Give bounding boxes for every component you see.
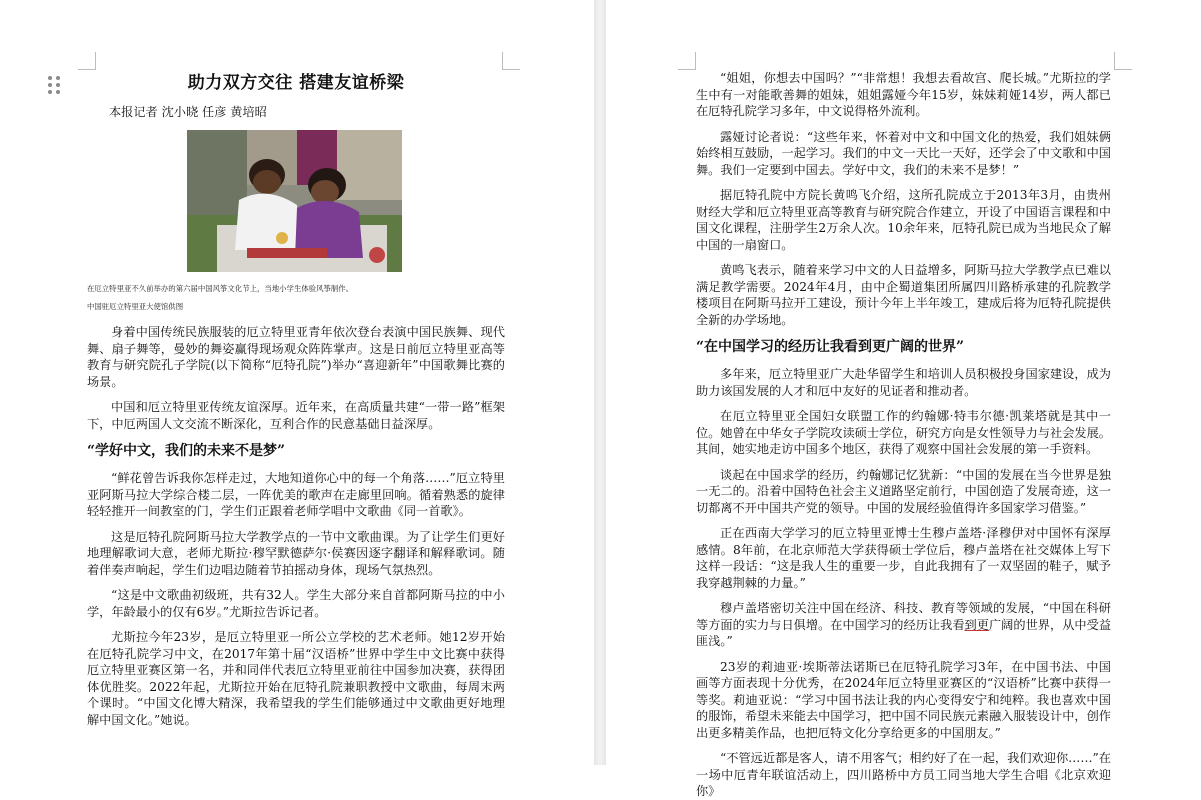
section-heading: “在中国学习的经历让我看到更广阔的世界”: [696, 339, 965, 355]
page-gutter: [594, 0, 606, 765]
photo-credit: 中国驻厄立特里亚大使馆供图: [87, 302, 184, 311]
body-paragraph: “这是中文歌曲初级班，共有32人。学生大部分来自首都阿斯马拉的中小学，年龄最小的仅有6岁。”尤斯拉告诉记者。: [87, 588, 505, 619]
page-corner-mark: [1114, 52, 1132, 70]
body-paragraph: 谈起在中国求学的经历，约翰娜记忆犹新：“中国的发展在当今世界是独一无二的。沿着中国特色社会主义道路坚定前行，中国创造了发展奇迹，这一切都离不开中国共产党的领导。中国的发展经验值得许多国家学习借鉴。”: [696, 467, 1111, 515]
body-paragraph: 尤斯拉今年23岁，是厄立特里亚一所公立学校的艺术老师。她12岁开始在厄特孔院学习中文，在2017年第十届“汉语桥”世界中学生中文比赛中获得厄立特里亚赛区第一名，并和同伴代表厄立特里亚前往中国参加决赛，获得团体优胜奖。2022年起，尤斯拉开始在厄特孔院兼职教授中文歌曲，每周末两个课时。“中国文化博大精深，我希望我的学生们能够通过中文歌曲更好地理解中国文化。”她说。: [87, 630, 505, 727]
body-paragraph: 黄鸣飞表示，随着来学习中文的人日益增多，阿斯马拉大学教学点已难以满足教学需要。2024年4月，由中企蜀道集团所属四川路桥承建的孔院教学楼项目在阿斯马拉开工建设，预计今年上半年竣工，建成后将为厄特孔院提供全新的办学场地。: [696, 263, 1111, 327]
page-corner-mark: [678, 52, 696, 70]
body-paragraph: 露娅讨论者说：“这些年来，怀着对中文和中国文化的热爱，我们姐妹俩始终相互鼓励，一起学习。我们的中文一天比一天好，还学会了中文歌和中国舞。我们一定要到中国去。学好中文，我们的未来不是梦！”: [696, 129, 1111, 177]
body-paragraph: 多年来，厄立特里亚广大赴华留学生和培训人员积极投身国家建设，成为助力该国发展的人才和厄中友好的见证者和推动者。: [696, 367, 1111, 398]
article-photo[interactable]: [187, 130, 402, 272]
body-paragraph: 这是厄特孔院阿斯马拉大学教学点的一节中文歌曲课。为了让学生们更好地理解歌词大意，老师尤斯拉·穆罕默德萨尔·侯赛因逐字翻译和解释歌词。随着伴奏声响起，学生们边唱边随着节拍摇动身体，现场气氛热烈。: [87, 529, 505, 577]
body-paragraph: 中国和厄立特里亚传统友谊深厚。近年来，在高质量共建“一带一路”框架下，中厄两国人文交流不断深化，互利合作的民意基础日益深厚。: [87, 400, 505, 431]
byline: 本报记者 沈小晓 任彦 黄培昭: [109, 105, 267, 119]
document-page-right: [606, 0, 1201, 798]
photo-caption: 在厄立特里亚不久前举办的第六届中国风筝文化节上，当地小学生体验风筝制作。: [87, 284, 354, 293]
document-page-left: [0, 0, 594, 765]
paragraph-text: 穆卢盖塔密切关注中国在经济、科技、教育等领域的发展，“中国在科研等方面的实力与日俱增。在中国学习的经历让我看: [696, 601, 1111, 632]
section-heading: “学好中文，我们的未来不是梦”: [87, 443, 286, 459]
body-paragraph: 据厄特孔院中方院长黄鸣飞介绍，这所孔院成立于2013年3月，由贵州财经大学和厄立特里亚高等教育与研究院合作建立，开设了中国语言课程和中国文化课程，注册学生2万余人次。10余年来，厄特孔院已成为当地民众了解中国的一扇窗口。: [696, 188, 1111, 252]
page-corner-mark: [502, 52, 520, 70]
body-paragraph: “姐姐，你想去中国吗？”“非常想！我想去看故宫、爬长城。”尤斯拉的学生中有一对能歌善舞的姐妹，姐姐露娅今年15岁，妹妹莉娅14岁，两人都已在厄特孔院学习多年，中文说得格外流利。: [696, 71, 1111, 118]
body-paragraph: 正在西南大学学习的厄立特里亚博士生穆卢盖塔·泽穆伊对中国怀有深厚感情。8年前，在北京师范大学获得硕士学位后，穆卢盖塔在社交媒体上写下这样一段话：“这是我人生的重要一步，自此我拥有了一双坚固的鞋子，赋予我穿越荆棘的力量。”: [696, 526, 1111, 590]
body-paragraph: “鲜花曾告诉我你怎样走过，大地知道你心中的每一个角落……”厄立特里亚阿斯马拉大学综合楼二层，一阵优美的歌声在走廊里回响。循着熟悉的旋律轻轻推开一间教室的门，学生们正跟着老师学唱中文歌曲《同一首歌》。: [87, 471, 505, 518]
body-paragraph: 身着中国传统民族服装的厄立特里亚青年依次登台表演中国民族舞、现代舞、扇子舞等，曼妙的舞姿赢得现场观众阵阵掌声。这是日前厄立特里亚高等教育与研究院孔子学院(以下简称“厄特孔院”)举办“喜迎新年”中国歌舞比赛的场景。: [87, 325, 505, 389]
drag-handle-icon[interactable]: [48, 76, 62, 94]
spellcheck-underlined-text[interactable]: 到更: [964, 617, 989, 632]
paragraph-text: 广阔的世界，从中受益匪浅。”: [696, 617, 1112, 648]
body-paragraph: [696, 600, 1111, 650]
body-paragraph: 在厄立特里亚全国妇女联盟工作的约翰娜·特韦尔德·凯莱塔就是其中一位。她曾在中华女子学院攻读硕士学位，研究方向是女性领导力与社会发展。其间，她实地走访中国多个地区，获得了观察中国社会发展的第一手资料。: [696, 409, 1111, 456]
body-paragraph: 23岁的莉迪亚·埃斯蒂法诺斯已在厄特孔院学习3年，在中国书法、中国画等方面表现十分优秀，在2024年厄立特里亚赛区的“汉语桥”比赛中获得一等奖。莉迪亚说：“学习中国书法让我的内心变得安宁和纯粹。我也喜欢中国的服饰，希望未来能去中国学习，把中国不同民族元素融入服装设计中，创作出更多精美作品，也把厄特文化分享给更多的中国朋友。”: [696, 659, 1111, 740]
page-corner-mark: [78, 52, 96, 70]
body-paragraph: “不管远近都是客人，请不用客气；相约好了在一起，我们欢迎你……”在一场中厄青年联谊活动上，四川路桥中方员工同当地大学生合唱《北京欢迎你》: [696, 751, 1111, 798]
article-headline: 助力双方交往 搭建友谊桥梁: [187, 73, 405, 93]
